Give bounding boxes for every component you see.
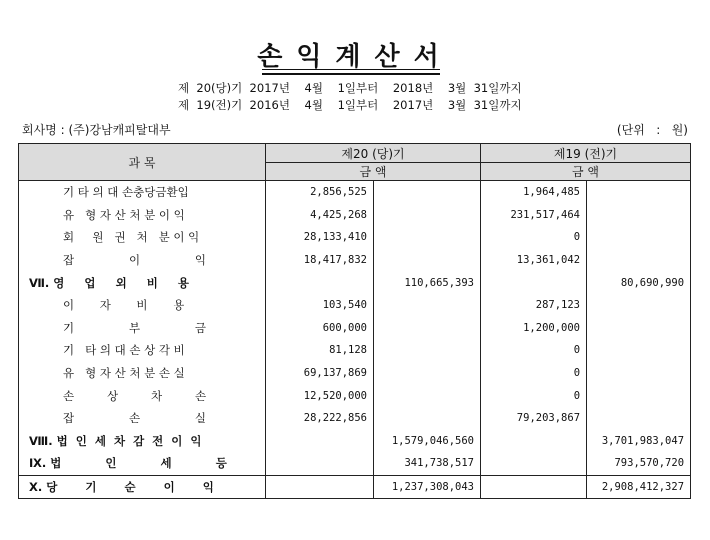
prior-total-amount [587,204,691,227]
table-row [19,317,691,340]
current-detail-amount: 81,128 [266,339,374,362]
prior-detail-amount: 0 [481,384,587,407]
prior-total-amount: 3,701,983,047 [587,430,691,453]
table-row [19,384,691,407]
header-amount-prior: 금 액 [481,163,691,181]
account-label: 잡 이 익 [19,249,266,272]
unit-label: (단위 : 원) [616,123,688,137]
current-detail-amount [266,430,374,453]
current-total-amount [374,249,481,272]
current-detail-amount: 2,856,525 [266,181,374,204]
account-label: 기 타 의 대 손충당금환입 [19,181,266,204]
account-label: 기 부 금 [19,317,266,340]
title-underline [262,69,440,70]
current-total-amount: 1,237,308,043 [374,475,481,499]
prior-detail-amount: 79,203,867 [481,407,587,430]
prior-detail-amount: 0 [481,339,587,362]
current-total-amount [374,339,481,362]
current-total-amount [374,317,481,340]
current-total-amount [374,294,481,317]
prior-detail-amount [481,475,587,499]
current-total-amount: 110,665,393 [374,271,481,294]
prior-detail-amount: 287,123 [481,294,587,317]
table-row [19,204,691,227]
table-row [19,430,691,453]
prior-detail-amount: 1,964,485 [481,181,587,204]
table-row [19,294,691,317]
current-total-amount: 1,579,046,560 [374,430,481,453]
current-detail-amount [266,452,374,475]
table-row [19,226,691,249]
prior-detail-amount: 1,200,000 [481,317,587,340]
company-name: 회사명 : (주)강남캐피탈대부 [22,123,171,137]
current-total-amount: 341,738,517 [374,452,481,475]
account-label: Ⅷ. 법 인 세 차 감 전 이 익 [19,430,266,453]
table-row [19,249,691,272]
prior-total-amount [587,339,691,362]
header-current-period: 제20 (당)기 [266,144,481,163]
prior-total-amount [587,226,691,249]
prior-total-amount [587,181,691,204]
account-label: 회 원 권 처 분 이 익 [19,226,266,249]
table-row [19,362,691,385]
prior-total-amount: 793,570,720 [587,452,691,475]
account-label: 잡 손 실 [19,407,266,430]
current-detail-amount: 4,425,268 [266,204,374,227]
account-label: 이 자 비 용 [19,294,266,317]
table-row [19,181,691,204]
prior-total-amount [587,362,691,385]
prior-detail-amount: 0 [481,362,587,385]
prior-detail-amount [481,452,587,475]
title-underline-thick [262,73,440,75]
current-total-amount [374,204,481,227]
account-label: Ⅸ. 법 인 세 등 [19,452,266,475]
period-current: 제 20(당)기 2017년 4월 1일부터 2018년 3월 31일까지 [178,81,522,95]
current-detail-amount: 600,000 [266,317,374,340]
header-amount-current: 금 액 [266,163,481,181]
current-detail-amount: 28,133,410 [266,226,374,249]
period-prior: 제 19(전)기 2016년 4월 1일부터 2017년 3월 31일까지 [178,98,522,112]
current-total-amount [374,362,481,385]
prior-total-amount [587,294,691,317]
current-total-amount [374,407,481,430]
prior-detail-amount [481,430,587,453]
current-total-amount [374,181,481,204]
table-row [19,271,691,294]
prior-detail-amount [481,271,587,294]
prior-total-amount [587,407,691,430]
prior-total-amount [587,317,691,340]
current-total-amount [374,384,481,407]
income-statement-table [18,143,691,499]
table-row [19,407,691,430]
account-label: Ⅹ. 당 기 순 이 익 [19,475,266,499]
prior-detail-amount: 231,517,464 [481,204,587,227]
current-detail-amount [266,271,374,294]
table-row [19,339,691,362]
page-title: 손익계산서 [257,42,453,72]
account-label: 유 형 자 산 처 분 손 실 [19,362,266,385]
account-label: Ⅶ. 영 업 외 비 용 [19,271,266,294]
current-detail-amount: 69,137,869 [266,362,374,385]
account-label: 유 형 자 산 처 분 이 익 [19,204,266,227]
table-row [19,475,691,499]
current-detail-amount: 12,520,000 [266,384,374,407]
current-detail-amount: 18,417,832 [266,249,374,272]
account-label: 기 타 의 대 손 상 각 비 [19,339,266,362]
prior-total-amount [587,249,691,272]
prior-detail-amount: 0 [481,226,587,249]
current-detail-amount [266,475,374,499]
current-detail-amount: 103,540 [266,294,374,317]
prior-detail-amount: 13,361,042 [481,249,587,272]
header-prior-period: 제19 (전)기 [481,144,691,163]
table-row [19,452,691,475]
prior-total-amount: 2,908,412,327 [587,475,691,499]
current-detail-amount: 28,222,856 [266,407,374,430]
header-account: 과 목 [19,144,266,181]
account-label: 손 상 차 손 [19,384,266,407]
current-total-amount [374,226,481,249]
prior-total-amount [587,384,691,407]
prior-total-amount: 80,690,990 [587,271,691,294]
